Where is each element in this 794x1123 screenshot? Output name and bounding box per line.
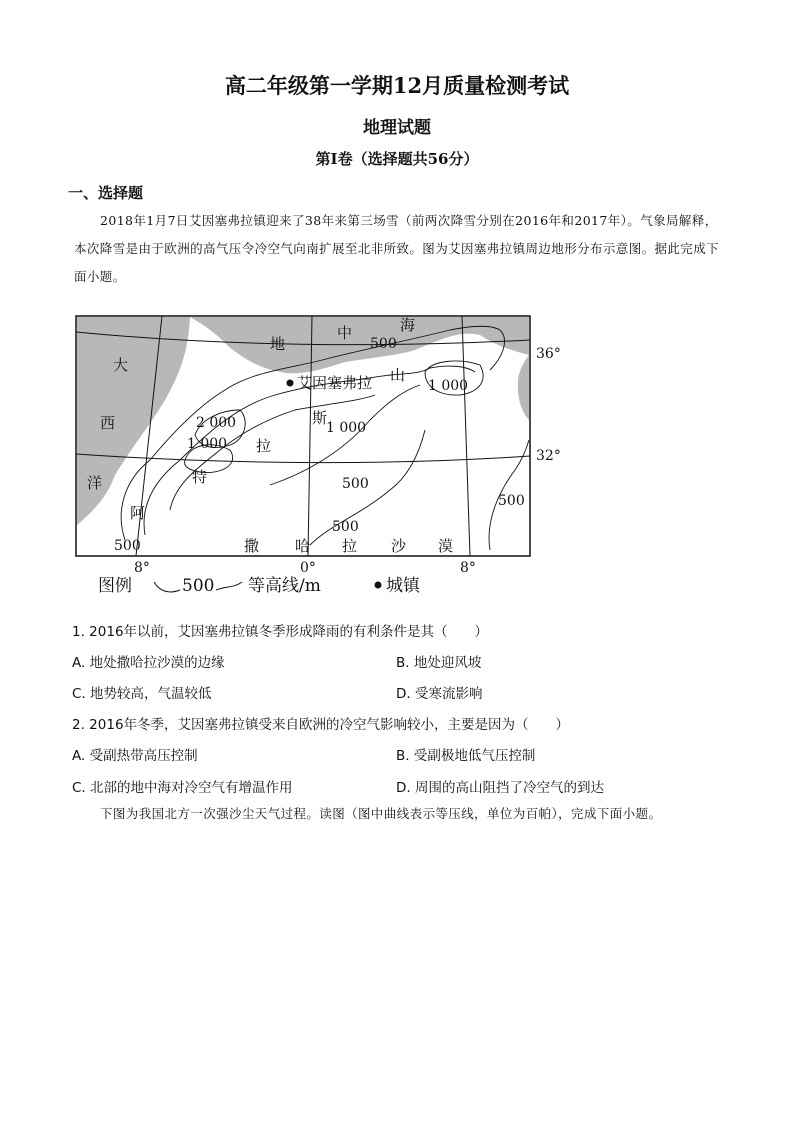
mountain-label-4: 斯 [312,409,328,427]
terrain-map [70,310,561,600]
desert-label-5: 漠 [438,537,454,555]
contour-label-1: 500 [370,336,397,352]
question-1-option-c[interactable]: C. 地势较高，气温较低 [72,686,212,702]
town-marker [287,380,294,387]
contour-label-8: 500 [332,519,359,535]
contour-label-3: 2 000 [196,415,237,431]
question-2-option-d[interactable]: D. 周围的高山阻挡了冷空气的到达 [396,780,604,796]
question-1-stem: 1. 2016年以前，艾因塞弗拉镇冬季形成降雨的有利条件是其（ ） [72,624,489,640]
question-1-option-a[interactable]: A. 地处撒哈拉沙漠的边缘 [72,655,225,671]
question-2-stem: 2. 2016年冬季，艾因塞弗拉镇受来自欧洲的冷空气影响较小，主要是因为（ ） [72,717,570,733]
desert-label-2: 哈 [295,537,311,555]
lon-label-w8: 8° [134,560,150,576]
question-1-option-b[interactable]: B. 地处迎风坡 [396,655,482,671]
mountain-label-1: 阿 [130,504,146,522]
lat-label-36: 36° [536,346,561,362]
mountain-label-5: 山 [390,366,406,384]
section-heading: 一、选择题 [68,184,144,202]
legend-town-label: 城镇 [386,576,420,596]
question-2-option-a[interactable]: A. 受副热带高压控制 [72,748,198,764]
sea-label-3: 海 [400,316,416,334]
question-2-option-b[interactable]: B. 受副极地低气压控制 [396,748,536,764]
contour-label-5: 1 000 [326,420,367,436]
passage-1: 2018年1月7日艾因塞弗拉镇迎来了38年来第三场雪（前两次降雪分别在2016年和2017年）。气象局解释，本次降雪是由于欧洲的高气压令冷空气向南扩展至北非所致。图为艾因塞弗拉镇周边地形分布示意图。据此完成下面小题。 [74,213,720,284]
legend-contour-right [216,582,242,590]
passage-2: 下图为我国北方一次强沙尘天气过程。读图（图中曲线表示等压线，单位为百帕），完成下面小题。 [100,806,662,821]
sea-label-1: 地 [270,335,286,353]
volume-title: 第Ⅰ卷（选择题共56分） [315,150,479,168]
legend-town-marker [375,582,382,589]
legend-contour-value: 500 [182,576,215,596]
lon-label-0: 0° [300,560,316,576]
lat-label-32: 32° [536,448,561,464]
desert-label-4: 沙 [391,537,407,555]
contour-label-9: 500 [114,538,141,554]
map-legend [98,576,421,596]
sea-label-2: 中 [337,324,353,342]
exam-title: 高二年级第一学期12月质量检测考试 [224,73,570,98]
contour-label-6: 500 [342,476,369,492]
question-1-option-d[interactable]: D. 受寒流影响 [396,686,483,702]
contour-label-7: 500 [498,493,525,509]
lon-label-e8: 8° [460,560,476,576]
ocean-label-3: 洋 [87,474,103,492]
legend-title: 图例 [98,576,132,596]
contour-label-2: 1 000 [428,378,469,394]
desert-label-1: 撒 [244,537,260,555]
desert-label-3: 拉 [342,537,358,555]
legend-contour-label: 等高线/m [248,576,321,596]
question-2-option-c[interactable]: C. 北部的地中海对冷空气有增温作用 [72,780,293,796]
mountain-label-3: 拉 [256,437,272,455]
mountain-label-2: 特 [192,468,208,486]
subject-title: 地理试题 [363,118,431,138]
legend-contour-left [154,582,180,592]
town-label: 艾因塞弗拉 [297,374,373,392]
ocean-label-1: 大 [113,356,129,374]
contour-label-4: 1 000 [187,436,228,452]
ocean-label-2: 西 [100,414,116,432]
